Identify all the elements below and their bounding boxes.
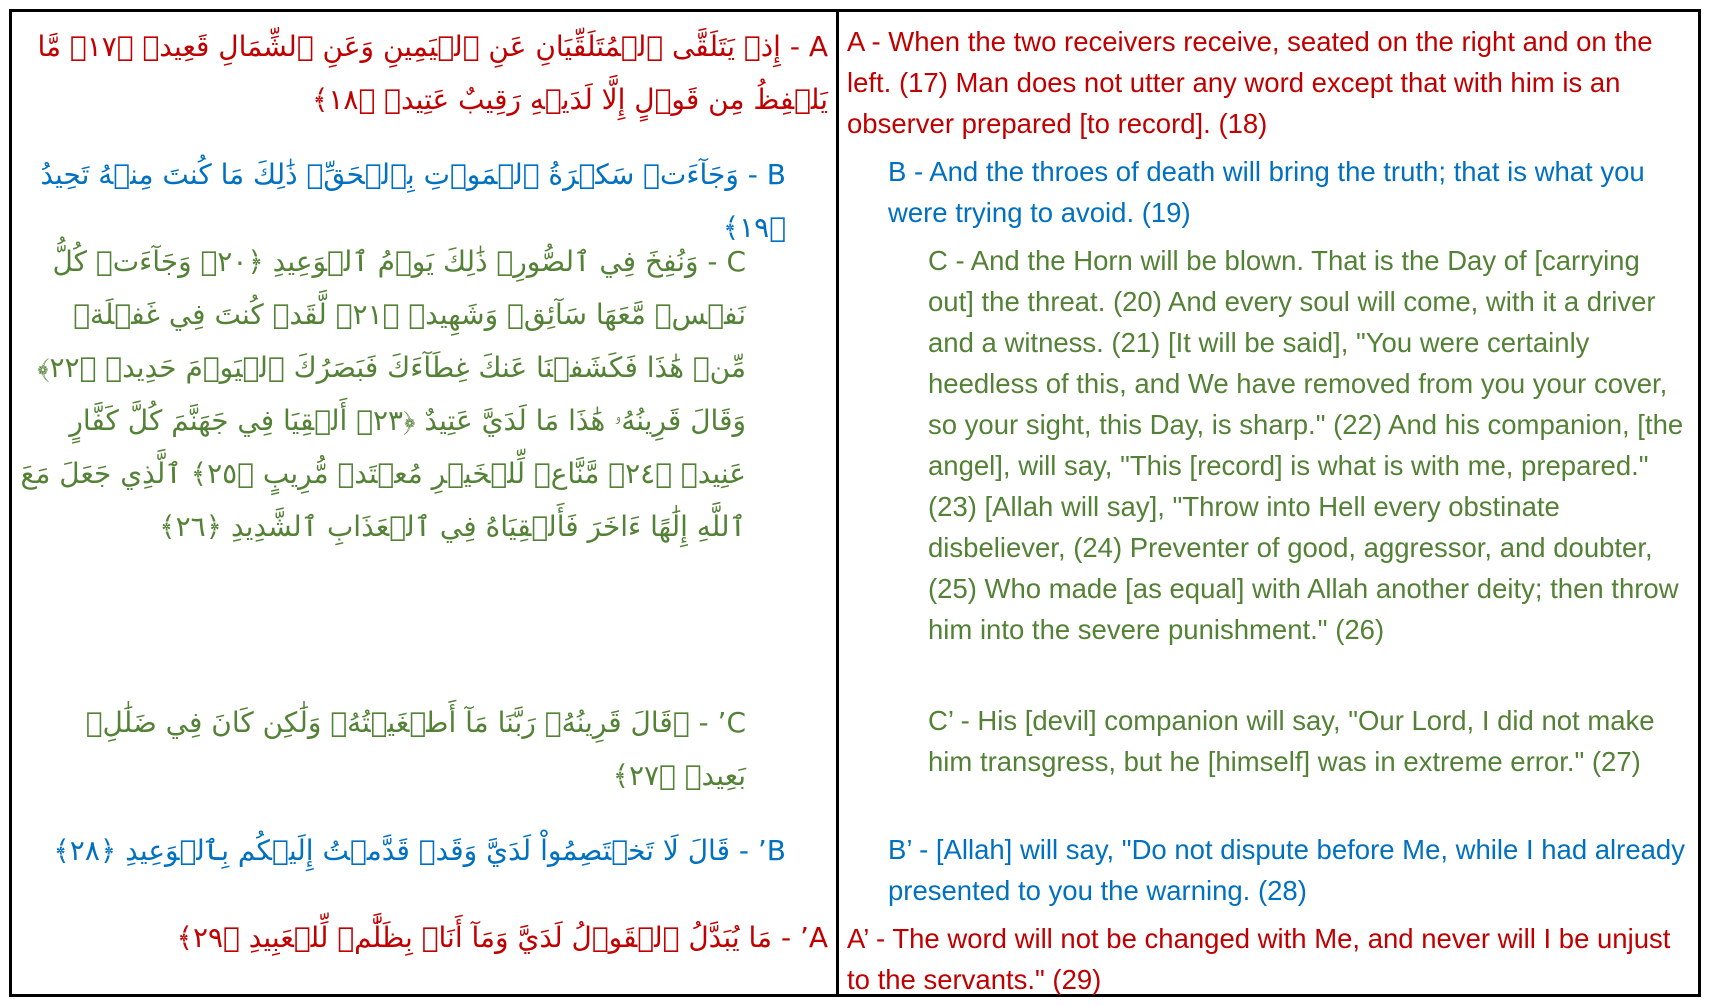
arabic-section-b-prime: B’ - قَالَ لَا تَخۡتَصِمُواْ لَدَيَّ وَقَدۡ قَدَّمۡتُ إِلَيۡكُم بِٱلۡوَعِيدِ ﴿٢٨﴾ — [53, 834, 786, 867]
arabic-section-c-prime: C’ - ۞قَالَ قَرِينُهُۥ رَبَّنَا مَآ أَطۡغَيۡتُهُۥ وَلَٰكِن كَانَ فِي ضَلَٰلِۭ بَعِيدٖ ﴿٢٧﴾ — [85, 706, 746, 792]
english-section-b-prime: B’ - [Allah] will say, "Do not dispute before Me, while I had already presented to you the warning. (28) — [888, 834, 1685, 906]
english-section-a: A - When the two receivers receive, seated on the right and on the left. (17) Man does not utter any word except that with him is an observer prepared [to record]. (18) — [847, 26, 1653, 139]
english-section-c-prime: C’ - His [devil] companion will say, "Our Lord, I did not make him transgress, but he [himself] was in extreme error." (27) — [928, 705, 1655, 777]
english-section-b: B - And the throes of death will bring the truth; that is what you were trying to avoid. (19) — [888, 156, 1645, 228]
english-section-a-prime: A’ - The word will not be changed with Me, and never will I be unjust to the servants." (29) — [847, 923, 1671, 995]
arabic-section-c: C - وَنُفِخَ فِي ٱلصُّورِۚ ذَٰلِكَ يَوۡمُ ٱلۡوَعِيدِ ﴿٢٠﴾ وَجَآءَتۡ كُلُّ نَفۡسٖ مَّعَهَا سَآئِقٞ وَشَهِيدٞ ﴿٢١﴾ لَّقَدۡ كُنتَ فِي غَفۡلَةٖ مِّنۡ هَٰذَا فَكَشَفۡنَا عَنكَ غِطَآءَكَ فَبَصَرُكَ ٱلۡيَوۡمَ حَدِيدٞ ﴿٢٢﴾ وَقَالَ قَرِينُهُۥ هَٰذَا مَا لَدَيَّ عَتِيدٌ ﴿٢٣﴾ أَلۡقِيَا فِي جَهَنَّمَ كُلَّ كَفَّارٍ عَنِيدٖ ﴿٢٤﴾ مَّنَّاعٖ لِّلۡخَيۡرِ مُعۡتَدٖ مُّرِيبٍ ﴿٢٥﴾ ٱلَّذِي جَعَلَ مَعَ ٱللَّهِ إِلَٰهًا ءَاخَرَ فَأَلۡقِيَاهُ فِي ٱلۡعَذَابِ ٱلشَّدِيدِ ﴿٢٦﴾ — [20, 245, 746, 543]
arabic-section-b: B - وَجَآءَتۡ سَكۡرَةُ ٱلۡمَوۡتِ بِٱلۡحَقِّۖ ذَٰلِكَ مَا كُنتَ مِنۡهُ تَحِيدُ ﴿١٩﴾ — [40, 158, 786, 244]
english-section-c: C - And the Horn will be blown. That is the Day of [carrying out] the threat. (20) And every soul will come, with it a driver and a witness. (21) [It will be said], "You were certainly heedless of this, and We have removed from you your cover, so your sight, this Day, is sharp." (22) And his companion, [the angel], will say, "This [record] is what is with me, prepared." (23) [Allah will say], "Throw into Hell every obstinate disbeliever, (24) Preventer of good, aggressor, and doubter, (25) Who made [as equal] with Allah another deity; then throw him into the severe punishment." (26) — [928, 245, 1684, 645]
arabic-section-a-prime: A’ - مَا يُبَدَّلُ ٱلۡقَوۡلُ لَدَيَّ وَمَآ أَنَا۠ بِظَلَّٰمٖ لِّلۡعَبِيدِ ﴿٢٩﴾ — [176, 921, 828, 954]
column-divider — [836, 9, 839, 997]
arabic-section-a: A - إِذۡ يَتَلَقَّى ٱلۡمُتَلَقِّيَانِ عَنِ ٱلۡيَمِينِ وَعَنِ ٱلشِّمَالِ قَعِيدٞ ﴿١٧﴾ مَّا يَلۡفِظُ مِن قَوۡلٍ إِلَّا لَدَيۡهِ رَقِيبٌ عَتِيدٞ ﴿١٨﴾ — [37, 30, 828, 116]
